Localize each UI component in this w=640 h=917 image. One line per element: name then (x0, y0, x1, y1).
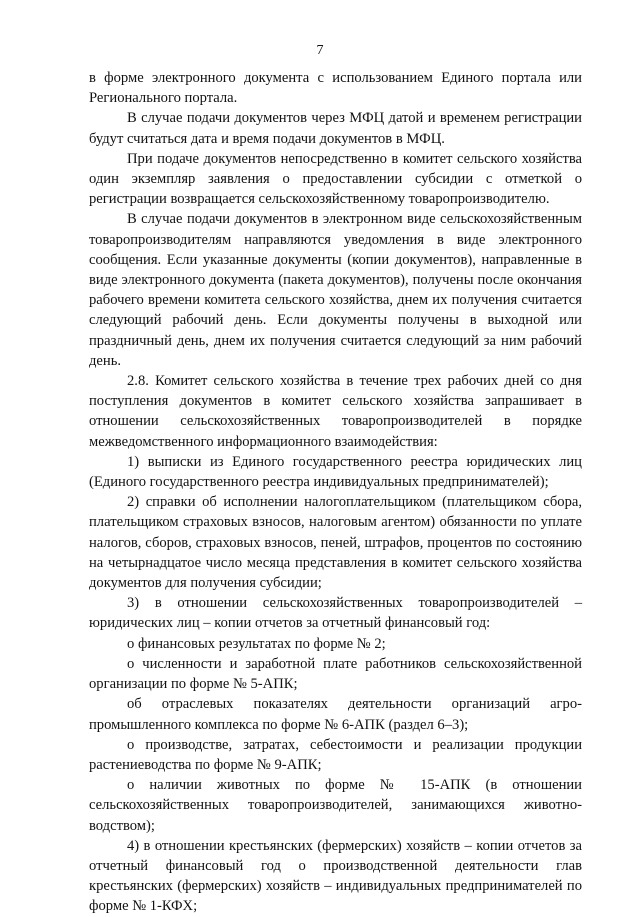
list-item-4-farm-households: 4) в отношении крестьянских (фермерских) хозяйств – копии отчетов за отчетный финансовый год о производственной деятельности глав крестьянских (фермерских) хозяйств – индивидуальных предпринимателей по форме № 1-КФХ; (89, 837, 582, 915)
paragraph-electronic-submission: В случае подачи документов в электронном виде сельскохозяйственным товаропроизводителям направляются уведомления в виде электронного сообщения. Если указанные документы (копии документов), направленные в виде электронного документа (пакета документов), получены после окончания рабочего времени комитета сельского хозяйства, днем их получения считается следующий рабочий день. Если документы получены в выходной или праздничный день, днем их получения считается следующий за ним рабочий день. (89, 211, 582, 369)
paragraph-section-2-8: 2.8. Комитет сельского хозяйства в течение трех рабочих дней со дня поступления документов в комитет сельского хозяйства запрашивает в отношении сельскохозяйственных товаропроизводителей в порядке межведомственного информационного взаимодействия: (89, 373, 582, 450)
paragraph-continuation: в форме электронного документа с использованием Единого портала или Регионального портала. (89, 70, 582, 107)
sub-item-industry-indicators: об отраслевых показателях деятельности организаций агропромышленного комплекса по форме № 6-АПК (раздел 6–3); (89, 696, 582, 733)
list-item-1-egrul: 1) выписки из Единого государственного реестра юридических лиц (Единого государственного реестра индивидуальных предпринимателей); (89, 453, 582, 491)
list-item-3-legal-entities: 3) в отношении сельскохозяйственных товаропроизводителей – юридических лиц – копии отчетов за отчетный финансовый год: (89, 595, 582, 632)
sub-item-financial-results: о финансовых результатах по форме № 2; (127, 635, 386, 652)
sub-item-crop-production: о производстве, затратах, себестоимости и реализации продукции растениеводства по форме № 9-АПК; (89, 736, 582, 773)
page-number: 7 (316, 43, 324, 58)
paragraph-mfc-registration: В случае подачи документов через МФЦ датой и временем регистрации будут считаться дата и время подачи документов в МФЦ. (89, 110, 582, 147)
sub-item-livestock: о наличии животных по форме № 15-АПК (в отношении сельскохозяйственных товаропроизводителей, занимающихся животноводством); (89, 777, 582, 834)
sub-item-employees-wages: о численности и заработной плате работников сельскохозяйственной организации по форме № 5-АПК; (89, 655, 582, 693)
paragraph-direct-submission: При подаче документов непосредственно в комитет сельского хозяйства один экземпляр заявления о предоставлении субсидии с отметкой о регистрации возвращается сельскохозяйственному товаропроизводителю. (89, 150, 582, 208)
list-item-2-tax-certificate: 2) справки об исполнении налогоплательщиком (плательщиком сбора, плательщиком страховых взносов, налоговым агентом) обязанности по уплате налогов, сборов, страховых взносов, пеней, штрафов, процентов по состоянию на четырнадцатое число месяца представления в комитет сельского хозяйства документов для получения субсидии; (89, 494, 582, 592)
page-body (89, 68, 582, 917)
